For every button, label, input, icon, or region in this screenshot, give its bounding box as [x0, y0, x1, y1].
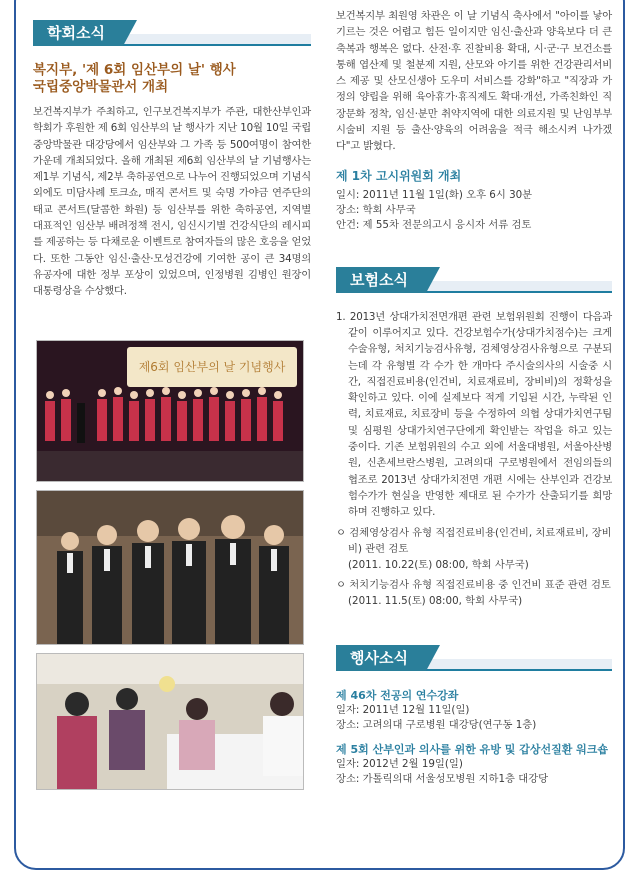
news-body: 보건복지부가 주최하고, 인구보건복지부가 주관, 대한산부인과학회가 후원한 제 6회 임산부의 날 행사가 지난 10월 10일 국립중앙박물관 대강당에서 임산부와 그 가족 등 500여명이 참여한 가운데 개최되었다. 올해 개최된 제6회 임산부의 날 기념행사는 제1부 기념식, 제2부 축하공연으로 나누어 진행되었으며 기념식 외에도 미담사례 토크쇼, 매직 콘서트 및 숙명 가야금 연주단의 태교 콘서트(달콤한 화원) 등 임산부를 위한 축하공연, 지역별 대표적인 임산부 배려정책 전시, 임신시기별 건강식단의 레시피를 제공하는 등 다채로운 이벤트로 참여자들의 많은 호응을 얻었다. 또한 그동안 임신·출산·모성건강에 기여한 공이 큰 34명의 유공자에 대한 정부 포상이 있었으며, 인정병원 김병인 원장이 대통령상을 수상했다. — [33, 106, 311, 298]
event-2-title: 제 5회 산부인과 의사를 위한 유방 및 갑상선질환 워크숍 — [336, 742, 609, 756]
committee-title: 제 1차 고시위원회 개최 — [336, 168, 462, 183]
insurance-bullet-2: ㅇ 처치기능검사 유형 직접진료비용 중 인건비 표준 관련 검토 — [336, 578, 611, 591]
news-section-title: 학회소식 — [33, 20, 123, 46]
news-headline — [33, 62, 311, 96]
consultation-photo — [36, 653, 304, 790]
event-1-info — [336, 703, 612, 733]
ceremony-photo — [36, 490, 304, 645]
event-2-place: 장소: 가톨릭의대 서울성모병원 지하1층 대강당 — [336, 772, 549, 785]
news-section-header — [33, 20, 311, 46]
event-1-title: 제 46차 전공의 연수강좌 — [336, 688, 459, 702]
committee-agenda: 안건: 제 55차 전문의고시 응시자 서류 검토 — [336, 218, 532, 231]
insurance-item-1: 1. 2013년 상대가치전면개편 관련 보험위원회 진행이 다음과 같이 이루어지고 있다. 건강보험수가(상대가치점수)는 크게 수술유형, 처치기능검사유형, 검체영상검사유형으로 구분되는데 각 유형별 각 수가 한 개마다 주시술의사의 시술중 시간, 직접진료비용(인건비, 치료재료비, 장비비)의 정확성을 확인하고 있다. 이에 실제보다 적게 기입된 시간, 누락된 인력, 치료재료, 치료장비 등을 수정하여 의협 상대가치연구팀 및 심평원 상대가치연구단에게 확인받는 작업을 하고 있는 중이다. 기존 보험위원의 수고 외에 서울대병원, 서울아산병원, 신촌세브란스병원, 고려의대 구로병원에서 전임의들의 협조로 2013년 상대가치전면 개편 시에는 산부인과 건강보험수가가 현실을 반영한 제대로 된 수가가 산출되기를 희망하며 진행하고 있다. — [336, 310, 612, 519]
committee-info — [336, 188, 612, 233]
committee-place: 장소: 학회 사무국 — [336, 203, 416, 216]
event-2-date: 일자: 2012년 2월 19일(일) — [336, 757, 463, 770]
committee-date: 일시: 2011년 11월 1일(화) 오후 6시 30분 — [336, 188, 533, 201]
event-2-info — [336, 757, 612, 787]
insurance-section-title: 보험소식 — [336, 267, 426, 293]
insurance-bullet-2-detail: (2011. 11.5(토) 08:00, 학회 사무국) — [348, 594, 523, 607]
left-column — [33, 20, 311, 300]
right-column — [336, 8, 612, 787]
news-headline-line1: 복지부, '제 6회 임산부의 날' 행사 — [33, 62, 236, 78]
insurance-bullet-1-detail: (2011. 10.22(토) 08:00, 학회 사무국) — [348, 558, 529, 571]
events-section-title: 행사소식 — [336, 645, 426, 671]
news-body-continued: 보건복지부 최원영 차관은 이 날 기념식 축사에서 "아이를 낳아 기르는 것은 어렵고 힘든 일이지만 임신·출산과 양육보다 더 큰 축복과 행복은 없다. 산전·후 진찰비용 확대, 시·군·구 보건소를 통해 엽산제 및 철분제 지원, 산모와 아기를 위한 건강관리서비스 제공 및 산모신생아 도우미 서비스를 강화"하고 "직장과 가정의 양립을 위해 육아휴가·휴직제도 확대·개선, 가족친화인 직장문화 정착, 임신·분만 취약지역에 대한 의료지원 및 난임부부 시술비 지원 등 출산·양육의 어려움을 적극 해소시켜 나가겠다"고 밝혔다. — [336, 10, 612, 153]
event-banner-text: 제6회 임산부의 날 기념행사 — [138, 360, 286, 374]
insurance-section-header — [336, 267, 612, 293]
events-section-header — [336, 645, 612, 671]
event-1-place: 장소: 고려의대 구로병원 대강당(연구동 1층) — [336, 718, 537, 731]
insurance-bullet-1: ㅇ 검체영상검사 유형 직접진료비용(인건비, 치료재료비, 장비비) 관련 검토 — [336, 526, 612, 555]
news-headline-line2: 국립중앙박물관서 개최 — [33, 79, 169, 95]
event-1-date: 일자: 2011년 12월 11일(일) — [336, 703, 470, 716]
choir-photo — [36, 340, 304, 482]
